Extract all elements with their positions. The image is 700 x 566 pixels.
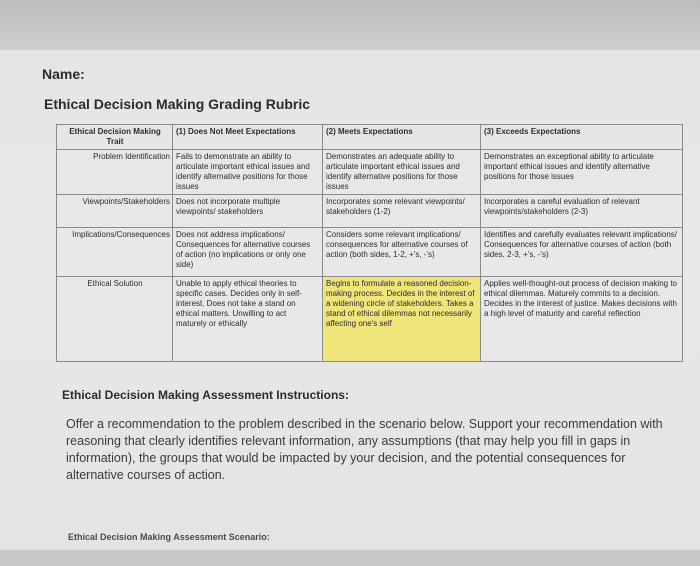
trait-cell: Ethical Solution [57, 277, 173, 362]
grading-rubric-table [56, 124, 683, 362]
level-3-cell: Incorporates a careful evaluation of relevant viewpoints/stakeholders (2-3) [481, 195, 683, 228]
level-3-cell: Demonstrates an exceptional ability to articulate important ethical issues and identify alternative positions for those issues [481, 150, 683, 195]
rubric-header-row [57, 125, 683, 150]
header-level-3: (3) Exceeds Expectations [481, 125, 683, 150]
level-1-cell: Fails to demonstrate an ability to articulate important ethical issues and identify alternative positions for those issues [173, 150, 323, 195]
scenario-heading: Ethical Decision Making Assessment Scenario: [68, 532, 270, 542]
document-title: Ethical Decision Making Grading Rubric [44, 96, 311, 112]
rubric-row-viewpoints [57, 195, 683, 228]
instructions-title: Ethical Decision Making Assessment Instructions: [62, 388, 349, 402]
level-2-cell: Demonstrates an adequate ability to articulate important ethical issues and identify alternative positions for those issues [323, 150, 481, 195]
level-2-cell: Considers some relevant implications/ consequences for alternative courses of action (both sides, 1-2, +'s, -'s) [323, 228, 481, 277]
level-2-cell: Incorporates some relevant viewpoints/ stakeholders (1-2) [323, 195, 481, 228]
level-1-cell: Unable to apply ethical theories to specific cases. Decides only in self-interest. Does not take a stand on ethical matters. Unwilling to act maturely or ethically [173, 277, 323, 362]
rubric-row-ethical-solution [57, 277, 683, 362]
level-1-cell: Does not incorporate multiple viewpoints/ stakeholders [173, 195, 323, 228]
header-trait: Ethical Decision Making Trait [57, 125, 173, 150]
level-2-cell-highlighted: Begins to formulate a reasoned decision-making process. Decides in the interest of a widening circle of stakeholders. Takes a stand of ethical dilemmas not necessarily affecting one's self [323, 277, 481, 362]
level-3-cell: Identifies and carefully evaluates relevant implications/ Consequences for alternative courses of action (both sides, 2-3, +'s, -'s) [481, 228, 683, 277]
trait-cell: Viewpoints/Stakeholders [57, 195, 173, 228]
rubric-row-implications [57, 228, 683, 277]
trait-cell: Implications/Consequences [57, 228, 173, 277]
header-level-2: (2) Meets Expectations [323, 125, 481, 150]
trait-cell: Problem Identification [57, 150, 173, 195]
level-3-cell: Applies well-thought-out process of decision making to ethical dilemmas. Maturely commits to a decision. Decides in the interest of justice. Makes decisions with a high level of maturity and careful reflection [481, 277, 683, 362]
header-level-1: (1) Does Not Meet Expectations [173, 125, 323, 150]
instructions-body: Offer a recommendation to the problem described in the scenario below. Support your recommendation with reasoning that clearly identifies relevant information, any assumptions (that may help you fill in gaps in information), the groups that would be impacted by your decision, and the potential consequences for alternative courses of action. [66, 417, 663, 482]
rubric-row-problem-identification [57, 150, 683, 195]
photo-bottom-band [0, 550, 700, 566]
level-1-cell: Does not address implications/ Consequences for alternative courses of action (no implications or only one side) [173, 228, 323, 277]
name-label: Name: [42, 66, 85, 82]
